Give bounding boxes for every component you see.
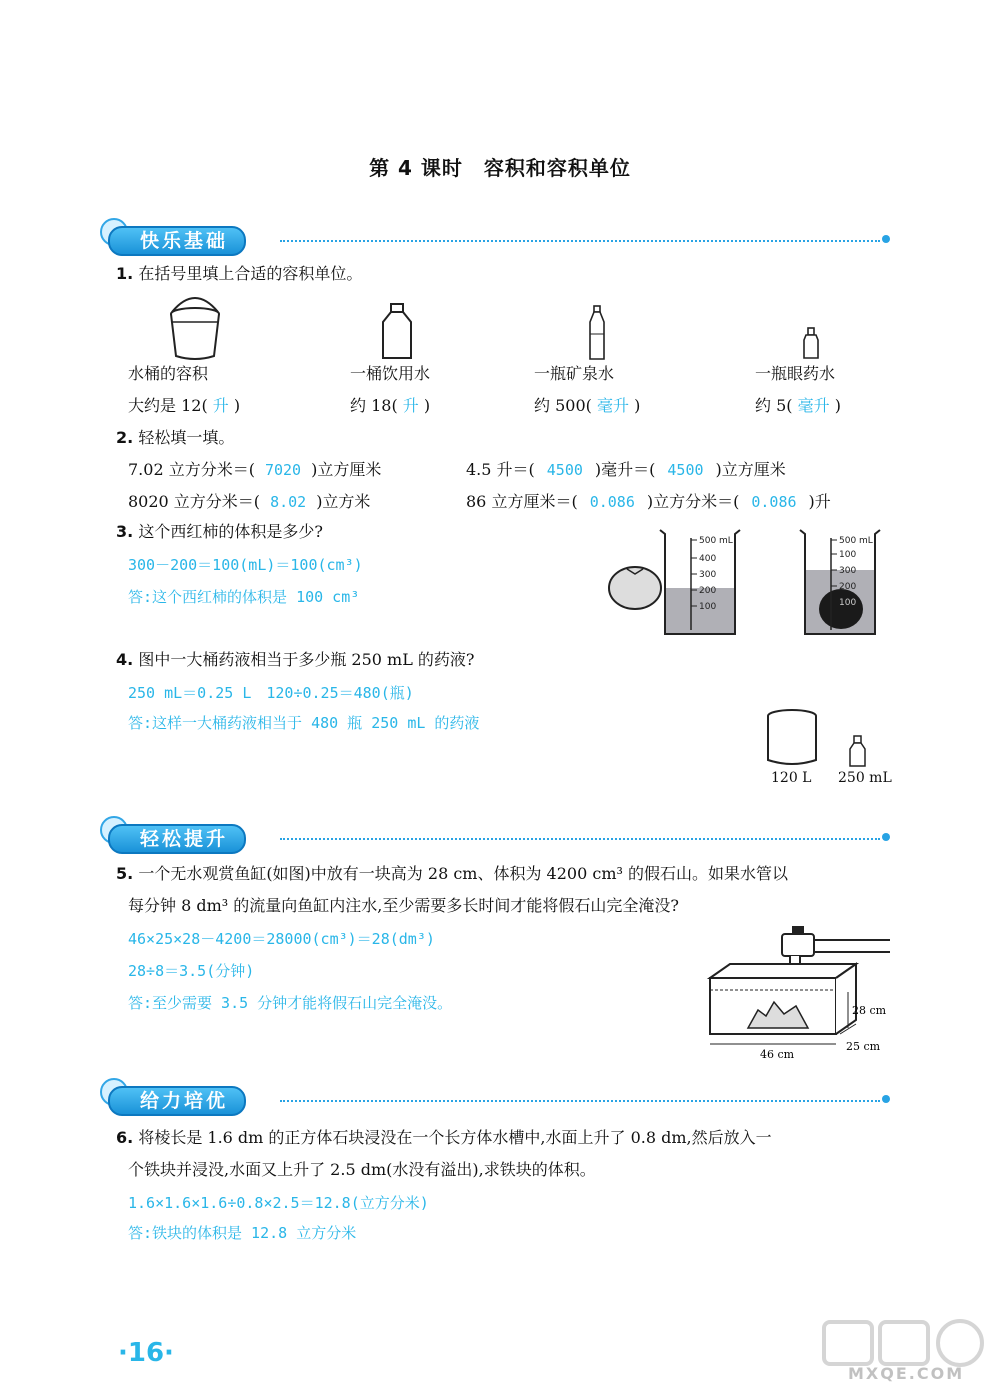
tick-label: 500 mL: [699, 536, 733, 546]
answer-text: 4500: [667, 461, 704, 479]
tap-icon: [782, 934, 814, 956]
answer-text: 升: [402, 396, 419, 415]
question-6: [116, 1128, 772, 1148]
item-prefix: 约 500(: [534, 396, 592, 415]
q5-answer: 答:至少需要 3.5 分钟才能将假石山完全淹没。: [128, 994, 453, 1012]
tick-label: 400: [699, 554, 717, 564]
q6-answer: 答:铁块的体积是 12.8 立方分米: [128, 1224, 357, 1242]
item-prefix: 约 18(: [350, 396, 398, 415]
question-text: 图中一大桶药液相当于多少瓶 250 mL 的药液?: [138, 650, 475, 669]
text: )立方分米＝(: [646, 492, 740, 511]
fish-tank-figure: [700, 920, 900, 1065]
tomato-beakers-figure: [605, 524, 895, 648]
section-banner-basics: [100, 222, 900, 254]
item-suffix: ): [423, 396, 431, 415]
end-dot: [882, 833, 890, 841]
banner-label: 快乐基础: [108, 226, 246, 256]
barrel-label: 120 L: [771, 770, 812, 786]
q2-row1-left: [128, 460, 381, 480]
q2-row2-left: [128, 492, 370, 512]
item-label: 水桶的容积: [128, 364, 209, 383]
tick-label: 100: [839, 550, 857, 560]
question-number: 3.: [116, 522, 134, 541]
text: )毫升＝(: [594, 460, 656, 479]
text: )立方厘米: [715, 460, 786, 479]
answer-text: 0.086: [751, 493, 797, 511]
tick-label: 300: [839, 566, 857, 576]
tick-label: 100: [699, 602, 717, 612]
item-prefix: 大约是 12(: [128, 396, 208, 415]
item-label: 一瓶矿泉水: [534, 364, 615, 383]
tick-label: 200: [839, 582, 857, 592]
q5-calc1: 46×25×28－4200＝28000(cm³)＝28(dm³): [128, 930, 435, 948]
q5-calc2: 28÷8＝3.5(分钟): [128, 962, 255, 980]
end-dot: [882, 1095, 890, 1103]
question-number: 1.: [116, 264, 134, 283]
q6-calc: 1.6×1.6×1.6÷0.8×2.5＝12.8(立方分米): [128, 1194, 429, 1212]
eyedrop-bottle-icon: [800, 326, 822, 360]
item-eyedrop: [755, 364, 841, 416]
answer-text: 毫升: [596, 396, 629, 415]
q3-answer: 答:这个西红柿的体积是 100 cm³: [128, 588, 360, 606]
text: )升: [808, 492, 831, 511]
text: 7.02 立方分米＝(: [128, 460, 255, 479]
dim-height: 28 cm: [852, 1004, 887, 1017]
end-dot: [882, 235, 890, 243]
question-5: [116, 864, 788, 884]
text: )立方厘米: [311, 460, 382, 479]
tick-label: 100: [839, 598, 857, 608]
banner-label: 给力培优: [108, 1086, 246, 1116]
question-text: 一个无水观赏鱼缸(如图)中放有一块高为 28 cm、体积为 4200 cm³ 的假石山。如果水管以: [138, 864, 788, 883]
question-5-line2: 每分钟 8 dm³ 的流量向鱼缸内注水,至少需要多长时间才能将假石山完全淹没?: [128, 896, 679, 915]
section-banner-excellence: [100, 1082, 900, 1114]
item-bucket: [128, 364, 240, 416]
bottle-label: 250 mL: [838, 770, 892, 786]
page-number: ·16·: [118, 1338, 174, 1368]
question-number: 6.: [116, 1128, 134, 1147]
text: 8020 立方分米＝(: [128, 492, 261, 511]
tick-label: 500 mL: [839, 536, 873, 546]
answer-text: 毫升: [797, 396, 830, 415]
dim-width: 46 cm: [760, 1048, 795, 1061]
watermark-text: MXQE.COM: [848, 1364, 965, 1383]
page-title: 第 4 课时 容积和容积单位: [369, 156, 631, 180]
answer-text: 8.02: [270, 493, 307, 511]
section-banner-advance: [100, 820, 900, 852]
question-text: 在括号里填上合适的容积单位。: [138, 264, 363, 283]
bucket-icon: [160, 290, 230, 362]
q2-row1-right: [466, 460, 786, 480]
barrel-icon: [764, 706, 824, 766]
water-jug-icon: [377, 302, 417, 362]
question-6-line2: 个铁块并浸没,水面又上升了 2.5 dm(水没有溢出),求铁块的体积。: [128, 1160, 596, 1179]
question-number: 4.: [116, 650, 134, 669]
answer-text: 7020: [264, 461, 302, 479]
q4-answer: 答:这样一大桶药液相当于 480 瓶 250 mL 的药液: [128, 714, 480, 732]
question-1: [116, 264, 362, 284]
q3-calc: 300－200＝100(mL)＝100(cm³): [128, 556, 363, 574]
item-mineral-water: [534, 364, 640, 416]
item-suffix: ): [233, 396, 241, 415]
item-label: 一桶饮用水: [350, 364, 431, 383]
q2-row2-right: [466, 492, 831, 512]
question-3: [116, 522, 323, 542]
item-suffix: ): [634, 396, 641, 415]
question-text: 这个西红柿的体积是多少?: [138, 522, 323, 541]
question-4: [116, 650, 475, 670]
item-prefix: 约 5(: [755, 396, 793, 415]
answer-text: 4500: [546, 461, 583, 479]
tick-label: 300: [699, 570, 717, 580]
dotted-line: [280, 1100, 880, 1102]
banner-label: 轻松提升: [108, 824, 246, 854]
q4-calc: 250 mL＝0.25 L 120÷0.25＝480(瓶): [128, 684, 414, 702]
text: 4.5 升＝(: [466, 460, 535, 479]
question-number: 5.: [116, 864, 134, 883]
question-number: 2.: [116, 428, 134, 447]
tick-label: 200: [699, 586, 717, 596]
question-2: [116, 428, 234, 448]
text: 86 立方厘米＝(: [466, 492, 578, 511]
answer-text: 0.086: [589, 493, 635, 511]
text: )立方米: [316, 492, 371, 511]
item-label: 一瓶眼药水: [755, 364, 836, 383]
dotted-line: [280, 838, 880, 840]
dim-depth: 25 cm: [846, 1040, 881, 1053]
question-text: 将棱长是 1.6 dm 的正方体石块浸没在一个长方体水槽中,水面上升了 0.8 dm,然后放入一: [138, 1128, 772, 1147]
answer-text: 升: [212, 396, 229, 415]
mineral-bottle-icon: [586, 304, 608, 362]
dotted-line: [280, 240, 880, 242]
item-suffix: ): [834, 396, 841, 415]
question-text: 轻松填一填。: [138, 428, 235, 447]
item-jug: [350, 364, 430, 416]
small-bottle-icon: [846, 734, 870, 768]
